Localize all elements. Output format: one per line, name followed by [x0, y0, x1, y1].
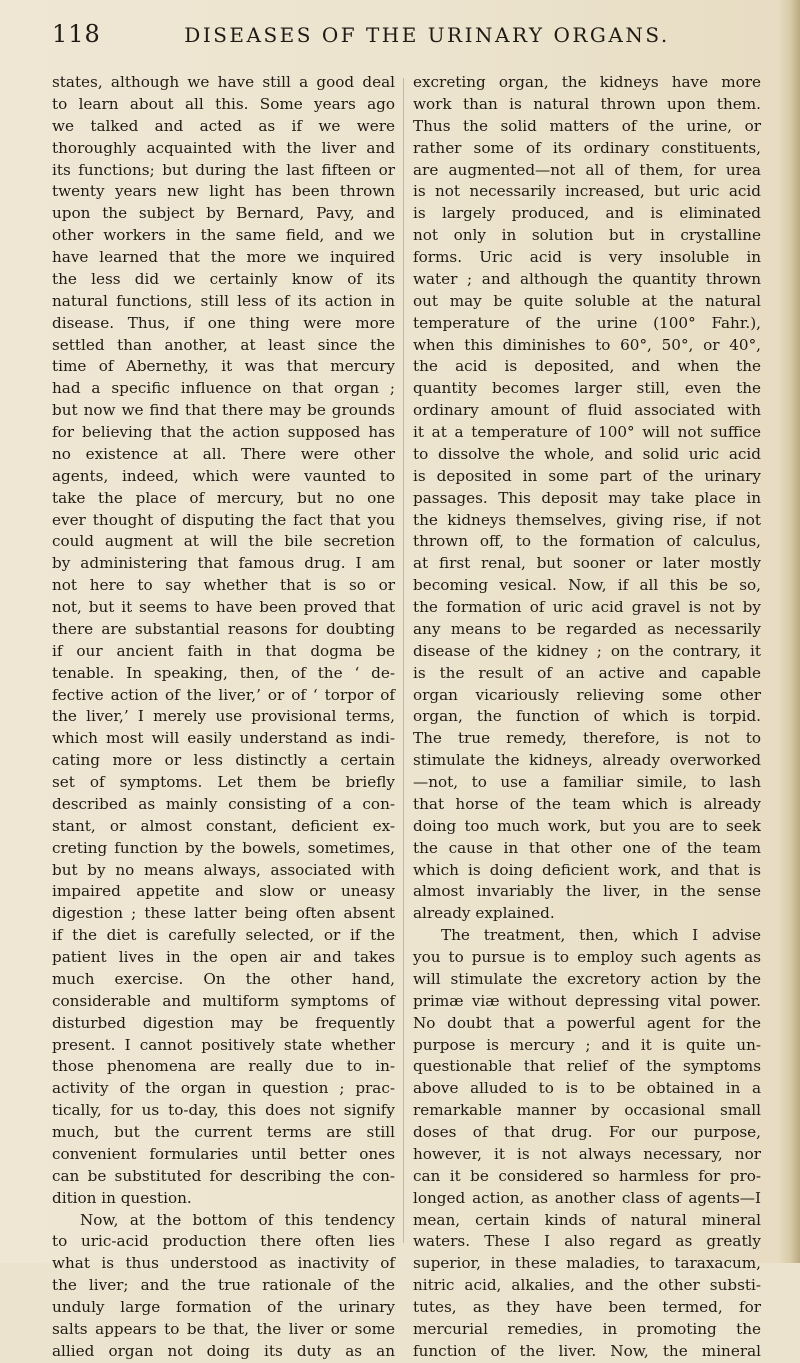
text-line: not only in solution but in crystalline: [413, 226, 761, 245]
text-line: the formation of uric acid gravel is not by: [413, 598, 761, 616]
text-line: stimulate the kidneys, already overworked: [413, 751, 761, 770]
page-edge-shadow: [778, 0, 800, 1263]
text-line: much, but the current terms are still: [52, 1123, 395, 1141]
text-line: what is thus understood as inactivity of: [52, 1254, 395, 1273]
text-line: above alluded to is to be obtained in a: [413, 1079, 761, 1098]
text-line: could augment at will the bile secretion: [52, 532, 395, 551]
text-line: function of the liver. Now, the mineral: [413, 1341, 761, 1360]
text-line: becoming vesical. Now, if all this be so,: [413, 576, 761, 595]
text-line: work than is natural thrown upon them.: [413, 94, 761, 113]
text-line: is deposited in some part of the urinary: [413, 466, 761, 485]
text-line: organ vicariously relieving some other: [413, 685, 761, 704]
right-text-column: [413, 72, 761, 1360]
text-line: ordinary amount of fluid associated with: [413, 401, 761, 420]
text-line: creting function by the bowels, sometimes,: [52, 838, 395, 857]
text-line: already explained.: [413, 904, 555, 923]
text-line: considerable and multiform symptoms of: [52, 991, 395, 1010]
text-line: however, it is not always necessary, nor: [413, 1144, 761, 1163]
text-line: almost invariably the liver, in the sense: [413, 882, 761, 901]
text-line: thoroughly acquainted with the liver and: [52, 138, 395, 157]
text-line: have learned that the more we inquired: [52, 248, 395, 266]
text-line: it at a temperature of 100° will not suffice: [413, 423, 761, 441]
text-line: is largely produced, and is eliminated: [413, 204, 761, 223]
text-line: disturbed digestion may be frequently: [52, 1013, 395, 1032]
text-line: primæ viæ without depressing vital power.: [413, 991, 761, 1010]
text-line: take the place of mercury, but no one: [52, 488, 395, 507]
text-line: described as mainly consisting of a con-: [52, 794, 395, 813]
text-line: excreting organ, the kidneys have more: [413, 73, 761, 91]
text-line: superior, in these maladies, to taraxacum,: [413, 1254, 761, 1273]
text-line: allied organ not doing its duty as an: [52, 1341, 395, 1360]
text-line: there are substantial reasons for doubting: [52, 619, 395, 638]
text-line: nitric acid, alkalies, and the other substi-: [413, 1276, 761, 1295]
text-line: for believing that the action supposed has: [52, 423, 395, 441]
text-line: upon the subject by Bernard, Pavy, and: [52, 204, 395, 223]
text-line: but by no means always, associated with: [52, 860, 395, 879]
text-line: no existence at all. There were other: [52, 444, 395, 463]
text-line: other workers in the same field, and we: [52, 226, 395, 245]
text-line: thrown off, to the formation of calculus,: [413, 532, 761, 551]
text-line: its functions; but during the last fifteen or: [52, 160, 395, 179]
text-line: if the diet is carefully selected, or if the: [52, 926, 395, 945]
text-line: twenty years new light has been thrown: [52, 182, 395, 201]
text-line: disease of the kidney ; on the contrary, it: [413, 641, 761, 660]
text-line: is not necessarily increased, but uric acid: [413, 182, 761, 201]
running-title: DISEASES OF THE URINARY ORGANS.: [184, 23, 670, 47]
text-line: settled than another, at least since the: [52, 335, 395, 354]
text-line: The treatment, then, which I advise: [441, 926, 761, 945]
text-line: tically, for us to-day, this does not signify: [52, 1101, 395, 1120]
text-line: unduly large formation of the urinary: [52, 1298, 395, 1316]
text-line: any means to be regarded as necessarily: [413, 619, 761, 638]
text-line: to learn about all this. Some years ago: [52, 94, 395, 113]
text-line: impaired appetite and slow or uneasy: [52, 882, 395, 901]
text-line: when this diminishes to 60°, 50°, or 40°,: [413, 335, 761, 354]
text-line: Thus the solid matters of the urine, or: [413, 116, 761, 135]
text-line: forms. Uric acid is very insoluble in: [413, 248, 761, 266]
text-line: we talked and acted as if we were: [52, 116, 395, 135]
text-line: had a specific influence on that organ ;: [52, 379, 395, 398]
text-line: questionable that relief of the symptoms: [413, 1057, 761, 1076]
text-line: water ; and although the quantity thrown: [413, 269, 761, 288]
text-line: will stimulate the excretory action by the: [413, 969, 761, 988]
page-number: 118: [52, 20, 101, 48]
text-line: which is doing deficient work, and that is: [413, 860, 761, 879]
text-line: doses of that drug. For our purpose,: [413, 1123, 761, 1141]
text-line: tutes, as they have been termed, for: [413, 1298, 761, 1316]
text-line: the less did we certainly know of its: [52, 269, 395, 288]
text-line: out may be quite soluble at the natural: [413, 291, 761, 310]
text-line: passages. This deposit may take place in: [413, 488, 761, 507]
text-line: the acid is deposited, and when the: [413, 357, 761, 376]
text-line: stant, or almost constant, deficient ex-: [52, 816, 395, 835]
text-line: the liver; and the true rationale of the: [52, 1276, 395, 1295]
text-line: No doubt that a powerful agent for the: [413, 1013, 761, 1032]
text-line: waters. These I also regard as greatly: [413, 1232, 761, 1251]
text-line: mean, certain kinds of natural mineral: [413, 1210, 761, 1229]
text-line: agents, indeed, which were vaunted to: [52, 466, 395, 485]
text-line: digestion ; these latter being often absent: [52, 904, 395, 923]
text-line: fective action of the liver,’ or of ‘ torpor of: [52, 685, 395, 704]
left-text-column: [52, 72, 395, 1360]
text-line: salts appears to be that, the liver or some: [52, 1319, 395, 1338]
text-line: you to pursue is to employ such agents as: [413, 948, 761, 966]
text-line: patient lives in the open air and takes: [52, 948, 395, 966]
text-line: The true remedy, therefore, is not to: [413, 729, 761, 748]
text-line: doing too much work, but you are to seek: [413, 816, 761, 835]
text-line: cating more or less distinctly a certain: [52, 751, 395, 770]
text-line: ever thought of disputing the fact that you: [52, 510, 395, 529]
text-line: but now we find that there may be grounds: [52, 401, 395, 420]
page-header: [52, 20, 762, 60]
text-line: that horse of the team which is already: [413, 794, 761, 813]
text-line: can be substituted for describing the con-: [52, 1166, 395, 1185]
text-line: those phenomena are really due to in-: [52, 1057, 395, 1076]
text-line: dition in question.: [52, 1188, 192, 1207]
text-line: is the result of an active and capable: [413, 663, 761, 682]
text-line: by administering that famous drug. I am: [52, 554, 395, 573]
text-line: longed action, as another class of agents—I: [413, 1188, 761, 1207]
text-line: rather some of its ordinary constituents,: [413, 138, 761, 157]
text-line: not here to say whether that is so or: [52, 576, 395, 595]
text-line: mercurial remedies, in promoting the: [413, 1319, 761, 1338]
text-line: remarkable manner by occasional small: [413, 1101, 761, 1120]
text-line: activity of the organ in question ; prac-: [52, 1079, 395, 1098]
text-line: which most will easily understand as indi-: [52, 729, 395, 748]
text-line: temperature of the urine (100° Fahr.),: [413, 313, 761, 332]
text-line: the cause in that other one of the team: [413, 838, 761, 857]
text-line: quantity becomes larger still, even the: [413, 379, 761, 398]
text-line: to dissolve the whole, and solid uric acid: [413, 444, 761, 463]
text-line: at first renal, but sooner or later mostly: [413, 554, 761, 573]
text-line: the kidneys themselves, giving rise, if not: [413, 510, 761, 529]
text-line: not, but it seems to have been proved that: [52, 598, 395, 616]
text-line: to uric-acid production there often lies: [52, 1232, 395, 1251]
text-line: Now, at the bottom of this tendency: [80, 1210, 395, 1229]
text-line: tenable. In speaking, then, of the ‘ de-: [52, 663, 395, 682]
text-line: are augmented—not all of them, for urea: [413, 160, 761, 179]
text-line: time of Abernethy, it was that mercury: [52, 357, 395, 376]
text-line: can it be considered so harmless for pro-: [413, 1166, 761, 1185]
text-line: convenient formularies until better ones: [52, 1144, 395, 1163]
text-line: disease. Thus, if one thing were more: [52, 313, 395, 332]
text-line: much exercise. On the other hand,: [52, 969, 395, 988]
text-line: natural functions, still less of its action in: [52, 291, 395, 310]
text-line: the liver,’ I merely use provisional terms,: [52, 707, 395, 726]
text-line: organ, the function of which is torpid.: [413, 707, 761, 726]
column-divider: [403, 78, 404, 1243]
text-line: purpose is mercury ; and it is quite un-: [413, 1035, 761, 1054]
text-line: if our ancient faith in that dogma be: [52, 641, 395, 660]
text-line: states, although we have still a good deal: [52, 73, 395, 91]
text-line: set of symptoms. Let them be briefly: [52, 773, 395, 791]
text-line: —not, to use a familiar simile, to lash: [413, 773, 761, 791]
text-line: present. I cannot positively state whether: [52, 1035, 395, 1054]
